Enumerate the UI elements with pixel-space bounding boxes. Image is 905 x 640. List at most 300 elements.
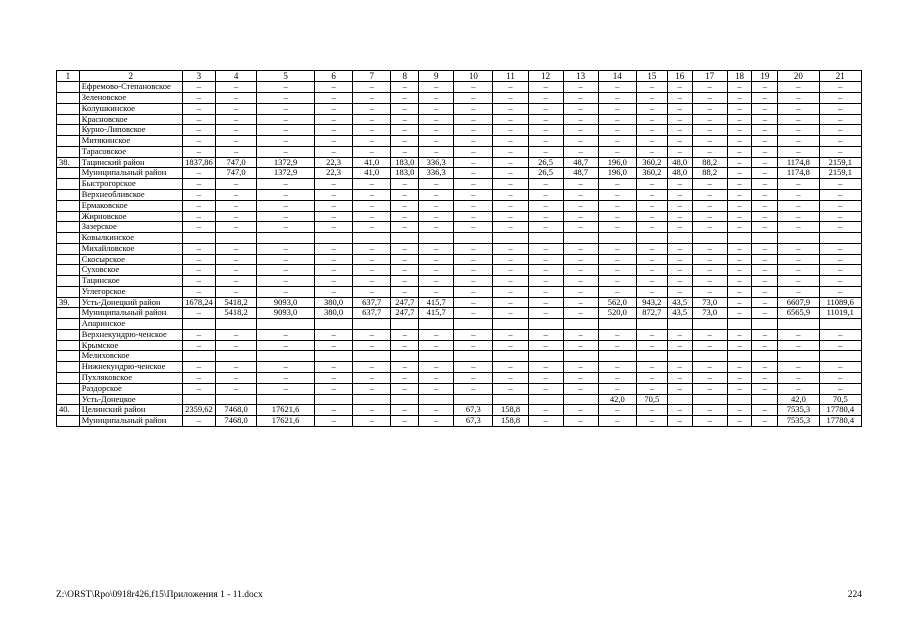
value-cell: – — [391, 265, 419, 276]
value-cell: – — [314, 114, 352, 125]
value-cell: – — [563, 222, 598, 233]
value-cell: – — [667, 405, 692, 416]
value-cell: – — [778, 146, 819, 157]
value-cell: – — [667, 329, 692, 340]
value-cell: – — [598, 114, 636, 125]
value-cell: 2359,62 — [182, 405, 215, 416]
value-cell: – — [454, 286, 493, 297]
value-cell: – — [257, 190, 315, 201]
value-cell: – — [692, 114, 727, 125]
row-name: Верхнекундрю-ченское — [79, 329, 182, 340]
table-row — [57, 211, 862, 222]
value-cell: – — [563, 211, 598, 222]
value-cell: – — [598, 82, 636, 93]
value-cell: – — [353, 416, 391, 427]
value-cell: – — [528, 297, 563, 308]
value-cell: – — [419, 265, 454, 276]
value-cell: – — [752, 286, 778, 297]
value-cell: – — [493, 168, 528, 179]
value-cell: 247,7 — [391, 297, 419, 308]
value-cell: 360,2 — [636, 168, 667, 179]
value-cell: – — [528, 222, 563, 233]
value-cell: – — [391, 405, 419, 416]
value-cell — [563, 351, 598, 362]
value-cell: – — [419, 114, 454, 125]
value-cell: – — [314, 276, 352, 287]
value-cell: 196,0 — [598, 157, 636, 168]
value-cell: – — [636, 114, 667, 125]
row-name: Зазерское — [79, 222, 182, 233]
value-cell: – — [391, 286, 419, 297]
value-cell: – — [752, 276, 778, 287]
value-cell: – — [819, 200, 861, 211]
value-cell: – — [563, 329, 598, 340]
value-cell — [819, 233, 861, 244]
value-cell: – — [391, 416, 419, 427]
header-cell: 2 — [79, 71, 182, 82]
value-cell: – — [819, 211, 861, 222]
value-cell: – — [563, 362, 598, 373]
value-cell: – — [391, 329, 419, 340]
value-cell: – — [528, 416, 563, 427]
value-cell: – — [528, 308, 563, 319]
value-cell — [454, 394, 493, 405]
table-row — [57, 179, 862, 190]
value-cell: – — [182, 416, 215, 427]
value-cell: – — [182, 211, 215, 222]
value-cell: – — [528, 265, 563, 276]
value-cell: – — [727, 329, 752, 340]
value-cell: – — [314, 146, 352, 157]
value-cell: – — [727, 82, 752, 93]
value-cell: – — [778, 383, 819, 394]
value-cell: – — [454, 276, 493, 287]
row-number — [57, 340, 80, 351]
value-cell: – — [667, 373, 692, 384]
value-cell: – — [419, 362, 454, 373]
value-cell: – — [636, 340, 667, 351]
value-cell: – — [215, 329, 256, 340]
value-cell: – — [314, 373, 352, 384]
value-cell: – — [493, 286, 528, 297]
table-row — [57, 157, 862, 168]
value-cell: – — [314, 416, 352, 427]
value-cell: – — [819, 373, 861, 384]
value-cell: 48,0 — [667, 168, 692, 179]
value-cell: 1837,86 — [182, 157, 215, 168]
value-cell: 7468,0 — [215, 416, 256, 427]
value-cell: – — [182, 276, 215, 287]
table-row — [57, 146, 862, 157]
row-number — [57, 211, 80, 222]
data-table — [56, 70, 862, 427]
row-name: Ковылкинское — [79, 233, 182, 244]
value-cell: 1174,8 — [778, 157, 819, 168]
value-cell: – — [598, 265, 636, 276]
value-cell: 562,0 — [598, 297, 636, 308]
value-cell: 17621,6 — [257, 405, 315, 416]
value-cell: – — [667, 136, 692, 147]
value-cell: – — [391, 222, 419, 233]
value-cell: – — [493, 179, 528, 190]
row-name: Зеленовское — [79, 93, 182, 104]
value-cell: – — [636, 179, 667, 190]
row-number — [57, 243, 80, 254]
value-cell: – — [353, 340, 391, 351]
row-name: Верхнеобливское — [79, 190, 182, 201]
value-cell: – — [667, 103, 692, 114]
value-cell: – — [182, 254, 215, 265]
value-cell — [493, 233, 528, 244]
value-cell: – — [667, 200, 692, 211]
value-cell: – — [314, 286, 352, 297]
value-cell: – — [353, 125, 391, 136]
value-cell: 43,5 — [667, 297, 692, 308]
value-cell: – — [257, 373, 315, 384]
value-cell: – — [353, 243, 391, 254]
value-cell: – — [667, 114, 692, 125]
value-cell: – — [391, 200, 419, 211]
value-cell: 17621,6 — [257, 416, 315, 427]
value-cell: – — [819, 136, 861, 147]
value-cell: – — [419, 125, 454, 136]
value-cell: – — [454, 362, 493, 373]
value-cell: – — [636, 416, 667, 427]
value-cell: – — [727, 340, 752, 351]
value-cell: – — [314, 383, 352, 394]
value-cell: – — [667, 286, 692, 297]
value-cell: – — [667, 125, 692, 136]
value-cell: – — [528, 276, 563, 287]
value-cell: – — [257, 362, 315, 373]
value-cell: – — [391, 125, 419, 136]
value-cell: – — [692, 146, 727, 157]
value-cell: – — [528, 136, 563, 147]
value-cell: – — [182, 179, 215, 190]
value-cell: – — [752, 200, 778, 211]
value-cell: 26,5 — [528, 168, 563, 179]
value-cell: – — [257, 329, 315, 340]
value-cell: – — [353, 276, 391, 287]
value-cell: – — [257, 211, 315, 222]
value-cell: 17780,4 — [819, 416, 861, 427]
value-cell: – — [819, 265, 861, 276]
value-cell: – — [692, 82, 727, 93]
value-cell: – — [528, 200, 563, 211]
value-cell: – — [752, 93, 778, 104]
value-cell: – — [257, 179, 315, 190]
value-cell: – — [598, 136, 636, 147]
value-cell: – — [563, 265, 598, 276]
value-cell: – — [727, 179, 752, 190]
value-cell — [692, 351, 727, 362]
value-cell: – — [752, 383, 778, 394]
value-cell — [419, 394, 454, 405]
value-cell: – — [182, 146, 215, 157]
value-cell: – — [391, 276, 419, 287]
value-cell: – — [752, 168, 778, 179]
value-cell — [215, 233, 256, 244]
value-cell — [563, 394, 598, 405]
value-cell: – — [598, 125, 636, 136]
value-cell: – — [454, 103, 493, 114]
value-cell: – — [752, 157, 778, 168]
value-cell: – — [257, 114, 315, 125]
value-cell: – — [752, 243, 778, 254]
value-cell: – — [727, 362, 752, 373]
value-cell: – — [692, 405, 727, 416]
table-row — [57, 383, 862, 394]
value-cell: – — [819, 362, 861, 373]
value-cell: 520,0 — [598, 308, 636, 319]
value-cell: – — [667, 265, 692, 276]
header-cell: 3 — [182, 71, 215, 82]
value-cell: – — [493, 211, 528, 222]
value-cell: – — [778, 82, 819, 93]
value-cell: – — [598, 190, 636, 201]
value-cell — [257, 233, 315, 244]
value-cell: – — [353, 103, 391, 114]
value-cell: – — [598, 362, 636, 373]
row-number — [57, 416, 80, 427]
value-cell: – — [182, 114, 215, 125]
value-cell: – — [419, 329, 454, 340]
value-cell: – — [778, 125, 819, 136]
table-row — [57, 103, 862, 114]
value-cell: – — [636, 276, 667, 287]
value-cell — [727, 319, 752, 330]
value-cell: – — [778, 93, 819, 104]
value-cell: – — [598, 103, 636, 114]
value-cell: – — [778, 243, 819, 254]
value-cell: – — [598, 243, 636, 254]
value-cell: – — [692, 136, 727, 147]
header-cell: 18 — [727, 71, 752, 82]
value-cell: – — [819, 340, 861, 351]
value-cell: – — [692, 125, 727, 136]
value-cell: – — [752, 340, 778, 351]
value-cell: – — [636, 146, 667, 157]
file-path: Z:\ORST\Rpo\0918r426.f15\Приложения 1 - 11.docx — [56, 590, 263, 600]
value-cell: – — [419, 136, 454, 147]
header-cell: 7 — [353, 71, 391, 82]
value-cell: – — [667, 362, 692, 373]
value-cell: – — [182, 136, 215, 147]
value-cell: – — [563, 200, 598, 211]
value-cell: – — [752, 265, 778, 276]
value-cell: – — [391, 103, 419, 114]
value-cell: – — [752, 179, 778, 190]
value-cell: 2159,1 — [819, 157, 861, 168]
table-row — [57, 297, 862, 308]
value-cell — [752, 351, 778, 362]
header-cell: 17 — [692, 71, 727, 82]
value-cell: – — [493, 146, 528, 157]
value-cell: – — [215, 340, 256, 351]
value-cell: – — [257, 286, 315, 297]
row-number — [57, 168, 80, 179]
value-cell: 637,7 — [353, 297, 391, 308]
value-cell: – — [819, 329, 861, 340]
value-cell: – — [419, 416, 454, 427]
value-cell: – — [454, 168, 493, 179]
value-cell: – — [182, 190, 215, 201]
value-cell: – — [419, 222, 454, 233]
value-cell: – — [667, 383, 692, 394]
value-cell: – — [419, 93, 454, 104]
value-cell: – — [493, 254, 528, 265]
value-cell — [314, 351, 352, 362]
value-cell: – — [353, 179, 391, 190]
value-cell: 6607,9 — [778, 297, 819, 308]
value-cell: – — [563, 297, 598, 308]
value-cell: – — [493, 383, 528, 394]
value-cell: – — [454, 211, 493, 222]
value-cell: – — [182, 168, 215, 179]
value-cell: – — [563, 125, 598, 136]
value-cell: – — [819, 276, 861, 287]
header-cell: 15 — [636, 71, 667, 82]
value-cell: – — [727, 243, 752, 254]
value-cell: – — [752, 405, 778, 416]
value-cell: – — [182, 200, 215, 211]
value-cell: – — [563, 383, 598, 394]
value-cell: – — [727, 297, 752, 308]
value-cell: – — [454, 136, 493, 147]
value-cell: – — [667, 146, 692, 157]
value-cell: – — [391, 114, 419, 125]
value-cell: – — [752, 136, 778, 147]
value-cell: – — [493, 222, 528, 233]
value-cell: – — [636, 383, 667, 394]
value-cell: – — [528, 405, 563, 416]
value-cell: – — [257, 276, 315, 287]
value-cell: – — [454, 157, 493, 168]
value-cell: – — [215, 103, 256, 114]
value-cell: – — [353, 362, 391, 373]
value-cell: – — [563, 190, 598, 201]
value-cell: – — [454, 308, 493, 319]
value-cell: – — [667, 82, 692, 93]
header-cell: 9 — [419, 71, 454, 82]
value-cell: – — [778, 211, 819, 222]
header-cell: 14 — [598, 71, 636, 82]
row-name: Тарасовское — [79, 146, 182, 157]
row-number — [57, 93, 80, 104]
value-cell: – — [692, 416, 727, 427]
header-cell: 20 — [778, 71, 819, 82]
row-number — [57, 329, 80, 340]
table-row — [57, 329, 862, 340]
value-cell: – — [752, 297, 778, 308]
value-cell — [257, 319, 315, 330]
value-cell: – — [598, 340, 636, 351]
table-body — [57, 71, 862, 427]
value-cell: – — [314, 179, 352, 190]
value-cell: – — [563, 405, 598, 416]
value-cell: – — [598, 200, 636, 211]
value-cell: 5418,2 — [215, 297, 256, 308]
header-cell: 4 — [215, 71, 256, 82]
row-name: Углегорское — [79, 286, 182, 297]
value-cell: – — [391, 179, 419, 190]
value-cell: – — [353, 222, 391, 233]
value-cell: – — [314, 82, 352, 93]
value-cell: – — [692, 329, 727, 340]
value-cell: 1372,9 — [257, 157, 315, 168]
value-cell: – — [778, 265, 819, 276]
value-cell: – — [528, 190, 563, 201]
value-cell: – — [314, 329, 352, 340]
value-cell: – — [752, 416, 778, 427]
value-cell: – — [778, 254, 819, 265]
value-cell: – — [353, 286, 391, 297]
value-cell: – — [667, 93, 692, 104]
value-cell: – — [257, 254, 315, 265]
value-cell: – — [215, 243, 256, 254]
value-cell — [819, 319, 861, 330]
value-cell: – — [727, 211, 752, 222]
value-cell: – — [528, 103, 563, 114]
value-cell: – — [391, 340, 419, 351]
value-cell: – — [598, 373, 636, 384]
value-cell: – — [257, 340, 315, 351]
value-cell — [257, 394, 315, 405]
value-cell: – — [215, 114, 256, 125]
value-cell: – — [419, 286, 454, 297]
row-number: 40. — [57, 405, 80, 416]
value-cell: – — [819, 82, 861, 93]
value-cell: – — [493, 157, 528, 168]
value-cell: – — [454, 243, 493, 254]
value-cell: – — [727, 416, 752, 427]
value-cell — [598, 233, 636, 244]
value-cell: 1174,8 — [778, 168, 819, 179]
value-cell: – — [778, 136, 819, 147]
value-cell — [419, 319, 454, 330]
value-cell — [257, 351, 315, 362]
value-cell: 9093,0 — [257, 297, 315, 308]
value-cell: – — [819, 190, 861, 201]
value-cell — [598, 319, 636, 330]
value-cell — [667, 394, 692, 405]
value-cell: – — [778, 179, 819, 190]
value-cell: – — [692, 254, 727, 265]
table-row — [57, 416, 862, 427]
value-cell: – — [692, 103, 727, 114]
row-number — [57, 373, 80, 384]
value-cell: – — [752, 308, 778, 319]
value-cell: – — [391, 243, 419, 254]
row-name: Митякинское — [79, 136, 182, 147]
value-cell: – — [353, 405, 391, 416]
row-number — [57, 125, 80, 136]
value-cell: 2159,1 — [819, 168, 861, 179]
value-cell: – — [182, 362, 215, 373]
value-cell: 158,8 — [493, 405, 528, 416]
value-cell: – — [692, 190, 727, 201]
value-cell — [182, 319, 215, 330]
value-cell — [419, 233, 454, 244]
value-cell: – — [528, 114, 563, 125]
value-cell: – — [563, 136, 598, 147]
value-cell: – — [778, 329, 819, 340]
value-cell: – — [182, 243, 215, 254]
value-cell: – — [598, 254, 636, 265]
row-number — [57, 146, 80, 157]
value-cell: 73,0 — [692, 297, 727, 308]
value-cell: – — [819, 179, 861, 190]
